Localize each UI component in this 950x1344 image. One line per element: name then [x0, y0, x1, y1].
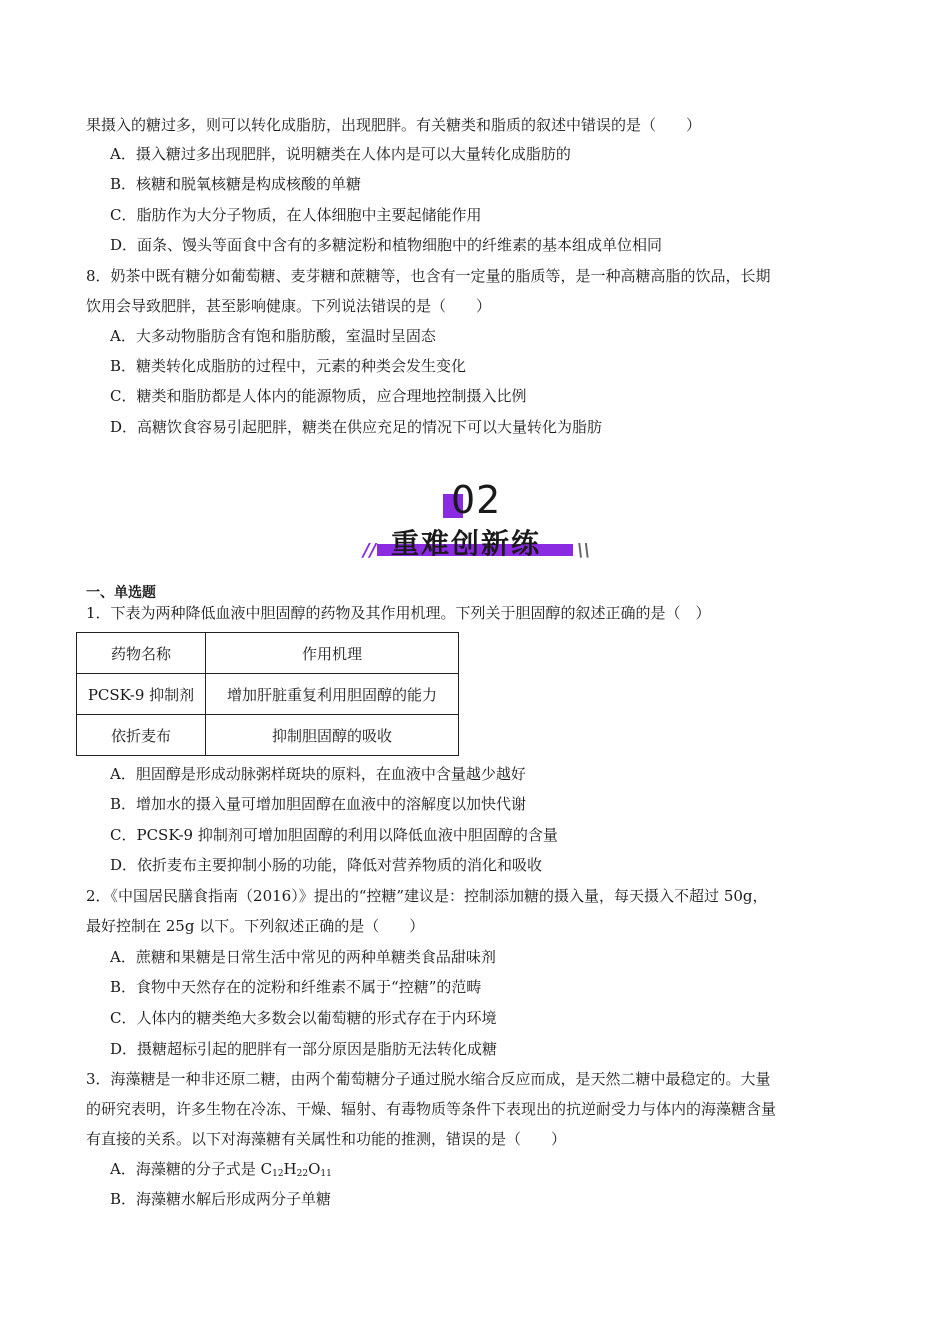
- formula-subscript: 12: [272, 1169, 284, 1179]
- s2-option-d: D．摄糖超标引起的肥胖有一部分原因是脂肪无法转化成糖: [110, 1040, 498, 1058]
- banner-title: 重难创新练: [391, 527, 542, 560]
- s3-option-b: B．海藻糖水解后形成两分子单糖: [110, 1190, 332, 1208]
- q8-stem-line2: 饮用会导致肥胖，甚至影响健康。下列说法错误的是（ ）: [86, 297, 492, 315]
- s2-option-c: C．人体内的糖类绝大多数会以葡萄糖的形式存在于内环境: [110, 1009, 497, 1027]
- s3-stem-line2: 的研究表明，许多生物在冷冻、干燥、辐射、有毒物质等条件下表现出的抗逆耐受力与体内的海藻糖含量: [86, 1100, 777, 1118]
- q7-option-d: D．面条、馒头等面食中含有的多糖淀粉和植物细胞中的纤维素的基本组成单位相同: [110, 236, 663, 254]
- q8-option-c: C．糖类和脂肪都是人体内的能源物质，应合理地控制摄入比例: [110, 387, 527, 405]
- formula-element: O: [308, 1160, 321, 1178]
- q7-option-a: A．摄入糖过多出现肥胖，说明糖类在人体内是可以大量转化成脂肪的: [110, 145, 571, 163]
- s3-option-a-text: A．海藻糖的分子式是 C: [110, 1160, 273, 1178]
- s1-option-a: A．胆固醇是形成动脉粥样斑块的原料，在血液中含量越少越好: [110, 765, 526, 783]
- table-cell: 依折麦布: [77, 715, 206, 756]
- s2-stem-line2: 最好控制在 25g 以下。下列叙述正确的是（ ）: [86, 917, 425, 935]
- formula-subscript: 22: [296, 1169, 309, 1179]
- q7-stem-tail: 果摄入的糖过多，则可以转化成脂肪，出现肥胖。有关糖类和脂质的叙述中错误的是（ ）: [86, 116, 702, 134]
- banner-right-slash-icon: \\: [577, 540, 591, 561]
- formula-subscript: 11: [320, 1169, 332, 1179]
- table-header-cell: 药物名称: [77, 633, 206, 674]
- s1-stem: 1．下表为两种降低血液中胆固醇的药物及其作用机理。下列关于胆固醇的叙述正确的是（ ）: [86, 604, 711, 622]
- s2-stem-line1: 2．《中国居民膳食指南（2016）》提出的“控糖”建议是：控制添加糖的摄入量，每天摄入不超过 50g，: [86, 887, 768, 905]
- table-cell: 增加肝脏重复利用胆固醇的能力: [206, 674, 459, 715]
- s2-option-b: B．食物中天然存在的淀粉和纤维素不属于“控糖”的范畴: [110, 978, 482, 996]
- s1-option-b: B．增加水的摄入量可增加胆固醇在血液中的溶解度以加快代谢: [110, 795, 527, 813]
- table-row: [77, 715, 459, 756]
- table-cell: PCSK-9 抑制剂: [77, 674, 206, 715]
- s2-option-a: A．蔗糖和果糖是日常生活中常见的两种单糖类食品甜味剂: [110, 948, 496, 966]
- q8-option-b: B．糖类转化成脂肪的过程中，元素的种类会发生变化: [110, 357, 467, 375]
- s3-option-a: [110, 1158, 332, 1185]
- table-row: [77, 674, 459, 715]
- s1-option-d: D．依折麦布主要抑制小肠的功能，降低对营养物质的消化和吸收: [110, 856, 543, 874]
- s3-stem-line3: 有直接的关系。以下对海藻糖有关属性和功能的推测，错误的是（ ）: [86, 1130, 567, 1148]
- q8-stem-line1: 8．奶茶中既有糖分如葡萄糖、麦芽糖和蔗糖等，也含有一定量的脂质等，是一种高糖高脂的饮品，长期: [86, 267, 771, 285]
- s3-stem-line1: 3．海藻糖是一种非还原二糖，由两个葡萄糖分子通过脱水缩合反应而成，是天然二糖中最稳定的。大量: [86, 1070, 771, 1088]
- q7-option-c: C．脂肪作为大分子物质，在人体细胞中主要起储能作用: [110, 206, 482, 224]
- section-banner: [355, 476, 595, 568]
- s1-option-c: C．PCSK-9 抑制剂可增加胆固醇的利用以降低血液中胆固醇的含量: [110, 826, 558, 844]
- banner-number: 02: [451, 478, 502, 522]
- q8-option-d: D．高糖饮食容易引起肥胖，糖类在供应充足的情况下可以大量转化为脂肪: [110, 418, 603, 436]
- table-header-cell: 作用机理: [206, 633, 459, 674]
- q7-option-b: B．核糖和脱氧核糖是构成核酸的单糖: [110, 175, 362, 193]
- q8-option-a: A．大多动物脂肪含有饱和脂肪酸，室温时呈固态: [110, 327, 436, 345]
- table-cell: 抑制胆固醇的吸收: [206, 715, 459, 756]
- section-heading: 一、单选题: [86, 585, 156, 601]
- drug-table: [76, 632, 459, 756]
- formula-element: H: [283, 1160, 297, 1178]
- banner-left-slash-icon: //: [363, 540, 377, 561]
- table-header-row: [77, 633, 459, 674]
